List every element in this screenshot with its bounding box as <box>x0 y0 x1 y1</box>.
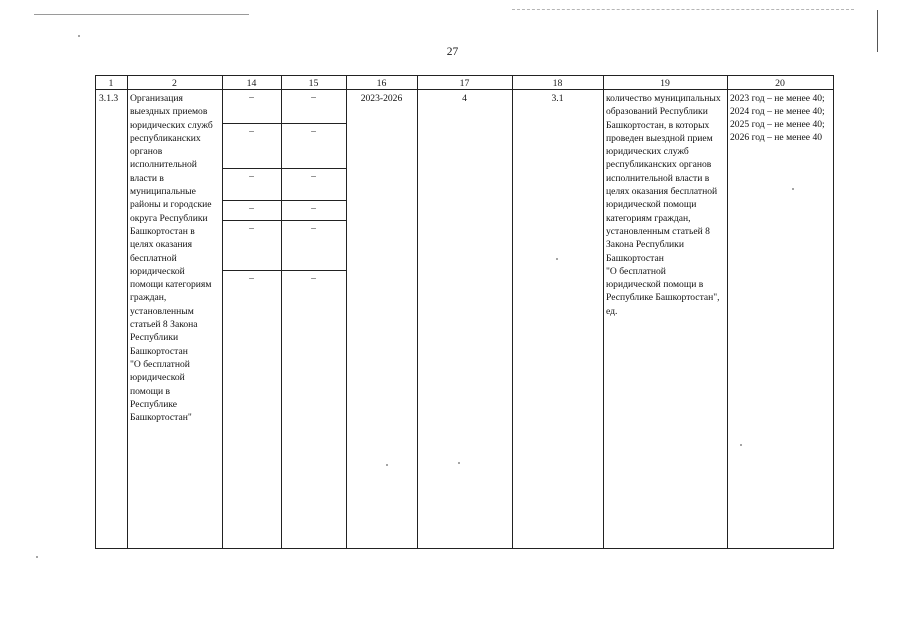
subrow-divider <box>222 220 346 221</box>
col-line <box>512 75 513 549</box>
subrow-divider <box>222 168 346 169</box>
col-line <box>603 75 604 549</box>
header-cell-1: 1 <box>108 78 114 89</box>
col15-value: – <box>311 171 316 182</box>
col18-value: 3.1 <box>551 93 564 104</box>
header-cell-15: 15 <box>308 78 319 89</box>
subrow-divider <box>222 270 346 271</box>
col-line <box>281 75 282 549</box>
col-line <box>127 75 128 549</box>
header-cell-2: 2 <box>172 78 177 89</box>
col14-value: – <box>249 273 254 284</box>
col-line <box>222 75 223 549</box>
col15-value: – <box>311 273 316 284</box>
header-cell-16: 16 <box>376 78 387 89</box>
header-cell-19: 19 <box>660 78 670 89</box>
col-line <box>346 75 347 549</box>
header-cell-17: 17 <box>459 78 470 89</box>
col14-value: – <box>249 171 254 182</box>
row-code: 3.1.3 <box>99 93 119 104</box>
indicator-text: количество муниципальных образований Республики Башкортостан, в которых проведен выездной прием юридических служб республиканских органов исполнительной власти в целях оказания бесплатной юридической помощи категориям граждан, установленным статьей 8 Закона Республики Башкортостан "О бесплатной юридической помощи в Республике Башкортостан", ед. <box>606 93 721 317</box>
col14-value: – <box>249 126 254 137</box>
col-line <box>833 75 834 549</box>
measure-name: Организация выездных приемов юридических служб республиканских органов исполнительной власти в муниципальные районы и городские округа Республики Башкортостан в целях оказания бесплатной юридической помощи категориям граждан, установленным статьей 8 Закона Республики Башкортостан "О бесплатной юридической помощи в Республике Башкортостан" <box>130 93 213 424</box>
subrow-divider <box>222 200 346 201</box>
col-line <box>417 75 418 549</box>
header-cell-14: 14 <box>246 78 257 89</box>
col14-value: – <box>249 203 254 214</box>
target-value: 2023 год – не менее 40; <box>730 93 825 104</box>
col15-value: – <box>311 203 316 214</box>
header-cell-20: 20 <box>775 78 785 89</box>
col15-value: – <box>311 92 316 103</box>
col15-value: – <box>311 223 316 234</box>
target-value: 2024 год – не менее 40; <box>730 106 825 117</box>
col14-value: – <box>249 223 254 234</box>
period-value: 2023-2026 <box>360 93 403 104</box>
page-number: 27 <box>446 46 459 58</box>
header-cell-18: 18 <box>552 78 563 89</box>
table-border-top <box>95 75 834 76</box>
target-value: 2026 год – не менее 40 <box>730 132 823 143</box>
col15-value: – <box>311 126 316 137</box>
col-line <box>95 75 96 549</box>
table-border-bottom <box>95 548 834 549</box>
subrow-divider <box>222 123 346 124</box>
target-value: 2025 год – не менее 40; <box>730 119 825 130</box>
col14-value: – <box>249 92 254 103</box>
col-line <box>727 75 728 549</box>
col17-value: 4 <box>462 93 467 104</box>
